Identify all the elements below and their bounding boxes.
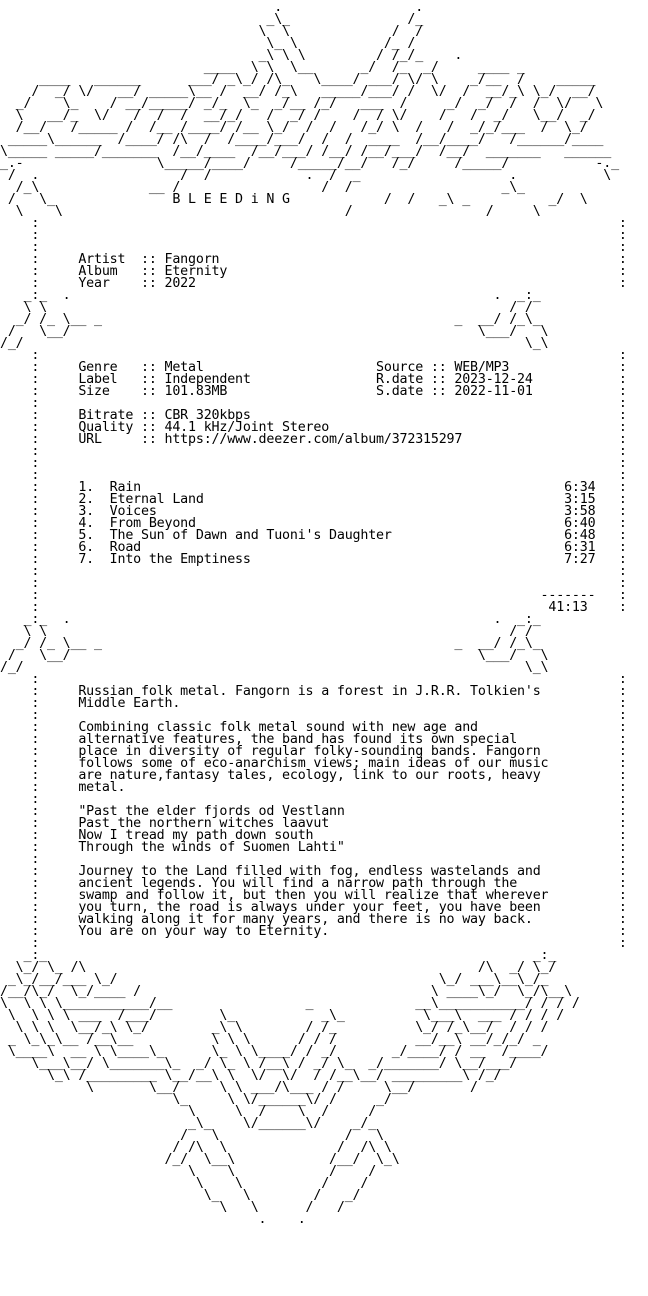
release-info: : Artist :: Fangorn : : Album :: Eternity : : Year :: 2022 : (31, 252, 627, 291)
track-row: : 5. The Sun of Dawn and Tuoni's Daughter 6:48 : (0, 528, 627, 543)
notes-journey: : Journey to the Land filled with fog, endless wastelands and : : ancient legends. You will find a narrow path through the : : swamp and follow it, but then you will realize that wherever : : you turn, the road is always under your feet, you have been : : walking along it for many years, and there is no way back. : : You are on your way to Eternity. : (31, 864, 627, 939)
spacer: : : (0, 348, 627, 363)
spacer: : : : : (31, 564, 627, 591)
track-row: : 6. Road 6:31 : (0, 540, 627, 555)
footer-art: _:_ _:_ \_/ \_ /\ /\ _/ \_/ _\_/__/___ \_/ \_/ ___\__\_/_ /__/\_/ \_/____ / \ ____\_/ \_/\__\ \ \ \ \___________/__ _ __\___________/ / / / \ \ \ \ ___ /___/ \_ _\_ \___\ ___ / / / / \ \ \ \__/_\ \_/ _\ \ / /_ \_/ /_\__/ / / / _ \_\_\__ /__\__ \ \ \ / / / __/__\ __/_/_/ _ \____\ __ \ \____\_ \_ \ \____/ / _/ _/____/ / __ /____/ \___\__/ \_______\_ _/ \_ \ /__\ / _/ \_ _/_______/ \__/___/ \_\ /_________ \__/__\ \ \/ \/ / /__\__/ _________\ /_/ \ \__/ \ \ ___/\___ / / \__/ / \_ \ \/______\/ / _/ \ \ / \ / / _\_ \/______\/ _/_ / \ / \ / /\ \ / /\ \ /_/ \__\ /__/ \_\ \ \ / / \ \ / / \_ \ / _/ \ \ / / . . (0, 948, 580, 1227)
nfo-document (0, 2, 648, 1226)
spacer: : : (0, 672, 627, 687)
section-divider-art: _:_ . . _:_ \ \ / / _/ /_ \__ _ _ __/ /_\_ / \__/ \___/ \ /_/ \_\ (0, 612, 549, 675)
track-row: : 2. Eternal Land 3:15 : (0, 492, 627, 507)
track-row: : 1. Rain 6:34 : (0, 480, 627, 495)
audio-details: : Bitrate :: CBR 320kbps : : Quality :: 44.1 kHz/Joint Stereo : : URL :: https://www.deezer.com/album/372315297 : (31, 408, 627, 447)
spacer: : : (0, 396, 627, 411)
total-time: : 41:13 : (0, 600, 627, 615)
release-details: : Genre :: Metal Source :: WEB/MP3 : : Label :: Independent R.date :: 2023-12-24 : : Size :: 101.83MB S.date :: 2022-11-01 : (31, 360, 627, 399)
spacer: : : (0, 852, 627, 867)
notes-intro: : Russian folk metal. Fangorn is a forest in J.R.R. Tolkien's : : Middle Earth. : (31, 684, 627, 711)
section-divider-art: _:_ . . _:_ \ \ / / _/ /_ \__ _ _ __/ /_\_ / \__/ \___/ \ /_/ \_\ (0, 288, 549, 351)
spacer: : : (0, 936, 627, 951)
spacer: : : : : : : (31, 216, 627, 255)
header-logo-art: . . _\_ /_ \ \ / / \_ \ /_ / _\ \ \ / /_/_ . ____ \ \ \__ _/ /_ _/ ____ _ ____ ______ ___/ _\_/ /\_ \____/ ___/ \/ \ _/__ / _____ / _/ \/ __/ _____\__ / __/ /_\ _____/___/ / \/ / __/_\ \_/ __/ _/ \_ / __/_____/ _/_ \_ _/__ /_/ ___ / _/ _/ / / \/ \ \ __/_ \/ / / / __/_/ / _/ / / / \/ / / _/ \__/ _/ /__/ /_____ / /__ /____/ /__ \_/ / / /_/ \ / / _/_/___ / \_/ _____\______ /____/ /\ / /____/___/ / / ____ /__/____/ /______/____ \_____ _____/_______ /__/____ /__/___/ /__/ /__/___/ /__/ _______ ______ _.- \_____/____/ /_____/__/ /_/ /_____/ -._ / . / / . / _ . \ /_\ __ / / / _\_ / \_ B L E E D i N G / / _\ _ _/ \ \ \ / / \ (0, 0, 619, 219)
notes-description: : Combining classic folk metal sound with new age and : : alternative features, the band has found its own special : : place in diversity of regular folky-sounding bands. Fangorn : : follows some of eco-anarchism views; main ideas of our music : : are nature,fantasy tales, ecology, link to our roots, heavy : : metal. : (31, 720, 627, 795)
total-rule: : ------- : (0, 588, 627, 603)
spacer: : : (0, 708, 627, 723)
tracklist (0, 482, 648, 566)
notes-quote: : "Past the elder fjords od Vestlann : : Past the northern witches laavut : : Now I tread my path down south : : Through the winds of Suomen Lahti" : (31, 804, 627, 855)
spacer: : : : : : : (31, 444, 627, 483)
track-row: : 4. From Beyond 6:40 : (0, 516, 627, 531)
track-row: : 3. Voices 3:58 : (0, 504, 627, 519)
spacer: : : (0, 792, 627, 807)
track-row: : 7. Into the Emptiness 7:27 : (0, 552, 627, 567)
